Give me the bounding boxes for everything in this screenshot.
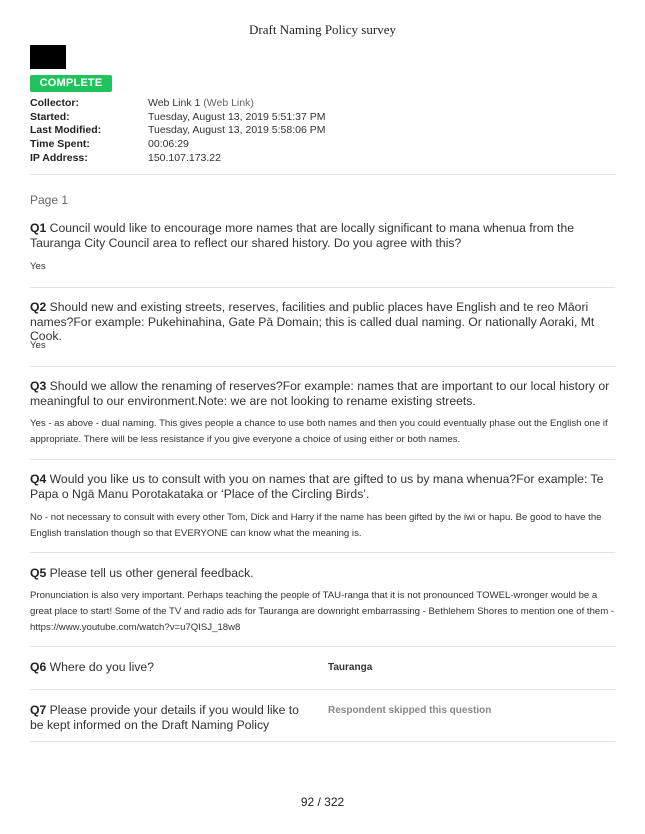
answer-q7: Respondent skipped this question <box>328 705 492 716</box>
meta-row-started <box>30 111 615 125</box>
meta-row-last-modified <box>30 124 615 138</box>
question-q5 <box>30 566 615 581</box>
question-number: Q4 <box>30 472 47 486</box>
meta-label: Started: <box>30 110 70 123</box>
logo <box>30 45 66 69</box>
question-number: Q7 <box>30 703 47 717</box>
answer-q6: Tauranga <box>328 662 373 673</box>
meta-value: 150.107.173.22 <box>148 151 221 164</box>
meta-label: Last Modified: <box>30 124 102 137</box>
question-text: Should we allow the renaming of reserves?For example: names that are important to our local history or meaningful to our environment.Note: we are not looking to rename existing streets. <box>30 379 610 408</box>
meta-row-ip-address <box>30 152 615 166</box>
question-text: Council would like to encourage more names that are locally significant to mana whenua from the Tauranga City Council area to reflect our shared history. Do you agree with this? <box>30 221 574 250</box>
question-text: Should new and existing streets, reserves, facilities and public places have English and te reo Māori names?For example: Pukehinahina, Gate Pā Domain; this is called dual naming. Or nationally Aoraki, Mt Cook. <box>30 300 595 343</box>
divider <box>30 741 615 742</box>
question-text: Please provide your details if you would like to be kept informed on the Draft Naming Policy <box>30 703 299 732</box>
divider <box>30 287 615 288</box>
question-text: Where do you live? <box>46 660 154 674</box>
question-q1 <box>30 221 615 250</box>
question-q2 <box>30 300 615 344</box>
page-section-label: Page 1 <box>30 193 69 207</box>
question-number: Q5 <box>30 566 47 580</box>
answer-q2: Yes <box>30 340 46 351</box>
collector-name: Web Link 1 <box>148 97 201 109</box>
divider <box>30 174 615 175</box>
answer-q5: Pronunciation is also very important. Perhaps teaching the people of TAU-ranga that it is not pronounced TOWEL-wronger would be a great place to start! Some of the TV and radio ads for Tauranga are downright embarrassing - Bethlehem Shores to mention one of them - https://www.youtube.com/watch?v=u7QISJ_18w8 <box>30 590 615 633</box>
question-text: Please tell us other general feedback. <box>46 566 254 580</box>
meta-value <box>148 97 254 111</box>
meta-value: Tuesday, August 13, 2019 5:51:37 PM <box>148 110 326 123</box>
question-number: Q3 <box>30 379 47 393</box>
meta-value: 00:06:29 <box>148 138 189 151</box>
meta-label: IP Address: <box>30 151 88 164</box>
status-badge: COMPLETE <box>30 75 112 92</box>
question-text: Would you like us to consult with you on names that are gifted to us by mana whenua?For example: Te Papa o Ngā Manu Porotakataka or ‘Place of the Circling Birds’. <box>30 472 604 501</box>
meta-value: Tuesday, August 13, 2019 5:58:06 PM <box>148 124 326 137</box>
question-number: Q2 <box>30 300 47 314</box>
question-q6 <box>30 660 308 675</box>
question-q7 <box>30 703 308 732</box>
answer-q1: Yes <box>30 261 46 272</box>
question-q3 <box>30 379 615 408</box>
question-number: Q6 <box>30 660 47 674</box>
divider <box>30 689 615 690</box>
response-metadata <box>30 97 615 165</box>
collector-type: (Web Link) <box>203 97 254 109</box>
meta-label: Collector: <box>30 97 80 109</box>
divider <box>30 552 615 553</box>
question-number: Q1 <box>30 221 47 235</box>
document-title: Draft Naming Policy survey <box>249 22 396 37</box>
question-q4 <box>30 472 615 501</box>
meta-label: Time Spent: <box>30 138 90 151</box>
divider <box>30 366 615 367</box>
meta-row-collector <box>30 97 615 111</box>
page-number: 92 / 322 <box>300 795 345 809</box>
divider <box>30 646 615 647</box>
answer-q3: Yes - as above - dual naming. This gives people a chance to use both names and then you could eventually phase out the English one if appropriate. There will be less resistance if you give everyone a choice of using either or both names. <box>30 418 608 445</box>
divider <box>30 459 615 460</box>
answer-q4: No - not necessary to consult with every other Tom, Dick and Harry if the name has been gifted by the iwi or hapu. Be good to have the English translation though so that EVERYONE can know what the meaning is. <box>30 512 602 539</box>
meta-row-time-spent <box>30 138 615 152</box>
